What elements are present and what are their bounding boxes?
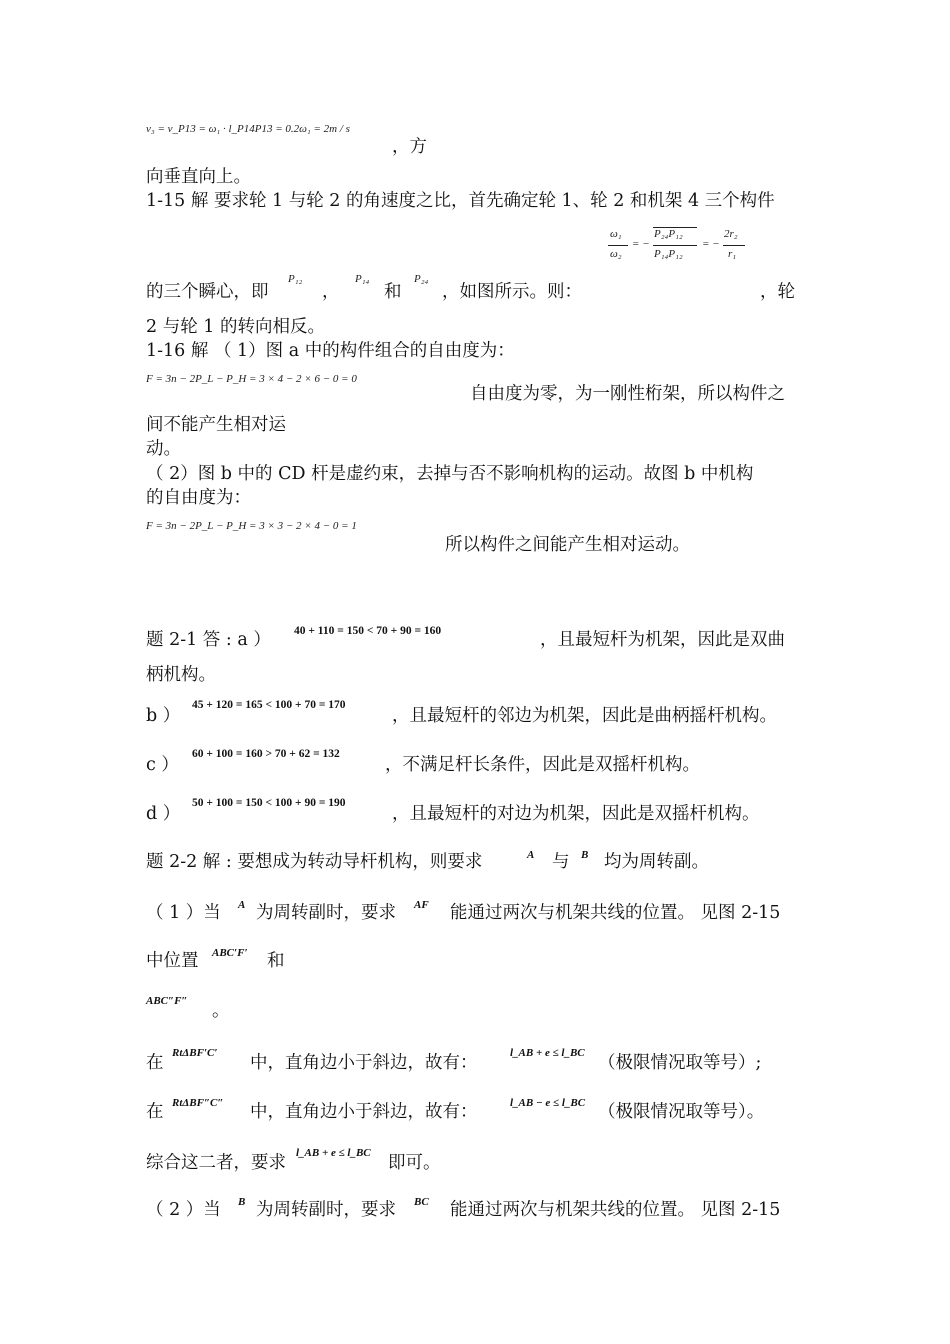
text-line-20a: 中位置: [146, 951, 199, 971]
text-line-9: 动。: [146, 439, 181, 459]
symbol-a-2: A: [238, 899, 246, 911]
text-line-15b: ，且最短杆的邻边为机架，因此是曲柄摇杆机构。: [392, 706, 777, 726]
frac-left-den: ω₂: [610, 248, 622, 260]
frac-mid-num: P₂₄P₁₂: [654, 228, 683, 240]
text-line-10: （ 2）图 b 中的 CD 杆是虚约束，去掉与否不影响机构的运动。故图 b 中机构: [146, 464, 754, 484]
text-line-12: 所以构件之间能产生相对运动。: [445, 535, 690, 555]
text-line-25a: （ 2 ）当: [146, 1200, 221, 1220]
text-line-1-tail: ，方: [392, 137, 427, 157]
linkage-formula-d: 50 + 100 = 150 < 100 + 90 = 190: [192, 797, 346, 809]
text-line-14: 柄机构。: [146, 665, 216, 685]
frac-eq2: = −: [702, 238, 720, 250]
text-line-11: 的自由度为：: [146, 488, 251, 508]
frac-left-bar: [608, 245, 628, 246]
text-line-19c: 能通过两次与机架共线的位置。 见图 2-15: [450, 903, 781, 923]
text-line-2: 向垂直向上。: [146, 167, 251, 187]
text-line-22b: 中，直角边小于斜边，故有：: [250, 1053, 478, 1073]
symbol-b: B: [581, 849, 589, 861]
symbol-abcf-prime: ABC′F′: [212, 947, 248, 959]
inequality-2: l_AB − e ≤ l_BC: [510, 1097, 586, 1109]
text-line-23b: 中，直角边小于斜边，故有：: [250, 1102, 478, 1122]
text-line-4a: 的三个瞬心，即: [146, 282, 269, 302]
text-line-19b: 为周转副时，要求: [256, 903, 396, 923]
text-line-19a: （ 1 ）当: [146, 903, 221, 923]
symbol-af: AF: [414, 899, 429, 911]
text-line-23a: 在: [146, 1102, 164, 1122]
symbol-rt-triangle-1: RtΔBF′C′: [172, 1047, 218, 1059]
frac-right-num: 2r₂: [724, 228, 738, 240]
text-line-22a: 在: [146, 1053, 164, 1073]
symbol-b-2: B: [238, 1196, 246, 1208]
frac-mid-den: P₁₄P₁₂: [654, 248, 683, 260]
dof-formula-a: F = 3n − 2P_L − P_H = 3 × 4 − 2 × 6 − 0 = 0: [146, 373, 357, 385]
text-line-21b: 。: [212, 1001, 230, 1021]
frac-right-den: r₁: [728, 248, 737, 260]
text-line-24b: 即可。: [388, 1153, 441, 1173]
frac-mid-bar: [653, 245, 697, 246]
text-line-17a: d ）: [146, 804, 181, 824]
symbol-p24: P₂₄: [414, 273, 429, 285]
symbol-abcf-double-prime: ABC″F″: [146, 995, 188, 1007]
text-line-18a: 题 2-2 解 : 要想成为转动导杆机构，则要求: [146, 852, 483, 872]
text-line-15a: b ）: [146, 706, 181, 726]
text-line-4c: 和: [384, 282, 402, 302]
symbol-p12: P₁₂: [288, 273, 303, 285]
velocity-formula: v₃ = v_P13 = ω₁ · l_P14P13 = 0.2ω₁ = 2m / s: [146, 123, 350, 135]
text-line-18b: 与: [552, 852, 570, 872]
frac-left-num: ω₁: [610, 228, 622, 240]
text-line-4b: ，: [322, 282, 340, 302]
text-line-16b: ，不满足杆长条件，因此是双摇杆机构。: [385, 755, 700, 775]
symbol-a: A: [527, 849, 535, 861]
text-line-22c: （极限情况取等号）;: [598, 1053, 762, 1073]
text-line-17b: ，且最短杆的对边为机架，因此是双摇杆机构。: [392, 804, 760, 824]
text-line-7: 自由度为零，为一刚性桁架，所以构件之: [470, 384, 785, 404]
symbol-p14: P₁₄: [355, 273, 370, 285]
text-line-18c: 均为周转副。: [604, 852, 709, 872]
text-line-25c: 能通过两次与机架共线的位置。 见图 2-15: [450, 1200, 781, 1220]
dof-formula-b: F = 3n − 2P_L − P_H = 3 × 3 − 2 × 4 − 0 = 1: [146, 520, 357, 532]
text-line-23c: （极限情况取等号）。: [598, 1102, 765, 1122]
text-line-25b: 为周转副时，要求: [256, 1200, 396, 1220]
text-line-5: 2 与轮 1 的转向相反。: [146, 317, 325, 337]
angular-velocity-ratio-formula: [608, 228, 748, 272]
text-line-3: 1-15 解 要求轮 1 与轮 2 的角速度之比，首先确定轮 1、轮 2 和机架 4 三个构件: [146, 191, 775, 211]
symbol-bc: BC: [414, 1196, 429, 1208]
text-line-16a: c ）: [146, 755, 179, 775]
text-line-20b: 和: [267, 951, 285, 971]
text-line-13a: 题 2-1 答 : a ）: [146, 630, 271, 650]
frac-eq1: = −: [632, 238, 650, 250]
text-line-8: 间不能产生相对运: [146, 415, 286, 435]
text-line-13b: ，且最短杆为机架，因此是双曲: [540, 630, 785, 650]
frac-right-bar: [723, 245, 745, 246]
text-line-24a: 综合这二者，要求: [146, 1153, 286, 1173]
linkage-formula-c: 60 + 100 = 160 > 70 + 62 = 132: [192, 748, 340, 760]
linkage-formula-b: 45 + 120 = 165 < 100 + 70 = 170: [192, 699, 346, 711]
inequality-1: l_AB + e ≤ l_BC: [510, 1047, 585, 1059]
text-line-4d: ，如图所示。则：: [442, 282, 582, 302]
inequality-3: l_AB + e ≤ l_BC: [296, 1147, 371, 1159]
text-line-4e: ，轮: [760, 282, 795, 302]
text-line-6: 1-16 解 （ 1）图 a 中的构件组合的自由度为：: [146, 341, 515, 361]
symbol-rt-triangle-2: RtΔBF″C″: [172, 1097, 224, 1109]
linkage-formula-a: 40 + 110 = 150 < 70 + 90 = 160: [294, 625, 442, 637]
